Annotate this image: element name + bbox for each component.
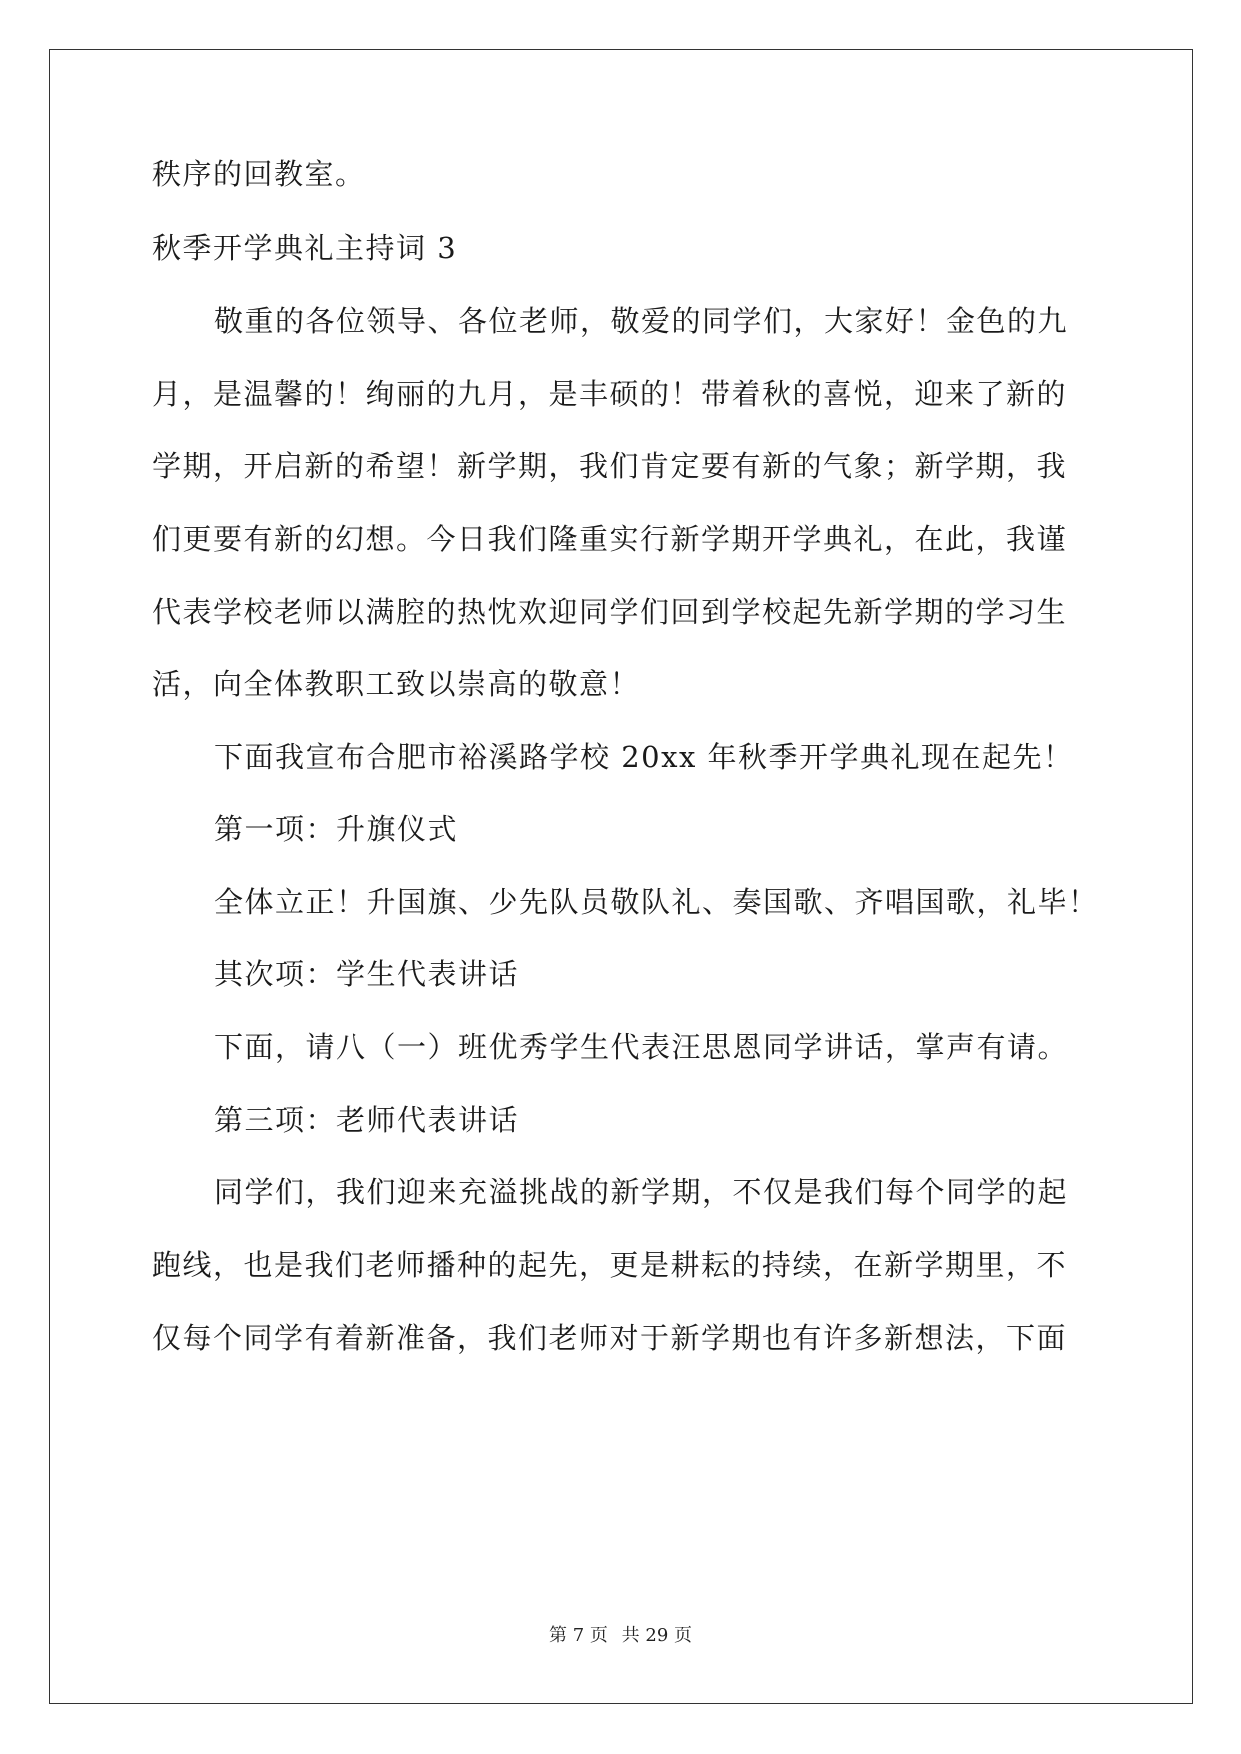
paragraph-line: 仅每个同学有着新准备，我们老师对于新学期也有许多新想法，下面 <box>152 1321 1068 1355</box>
paragraph-line: 学期，开启新的希望！新学期，我们肯定要有新的气象；新学期，我 <box>152 449 1068 483</box>
paragraph-line: 跑线，也是我们老师播种的起先，更是耕耘的持续，在新学期里，不 <box>152 1248 1068 1282</box>
paragraph-line: 下面，请八（一）班优秀学生代表汪思恩同学讲话，掌声有请。 <box>214 1030 1069 1064</box>
paragraph-line: 同学们，我们迎来充溢挑战的新学期，不仅是我们每个同学的起 <box>214 1175 1069 1209</box>
paragraph-line: 秩序的回教室。 <box>152 157 366 191</box>
agenda-item-heading: 其次项：学生代表讲话 <box>214 957 520 991</box>
paragraph-line: 们更要有新的幻想。今日我们隆重实行新学期开学典礼，在此，我谨 <box>152 522 1068 556</box>
paragraph-line: 敬重的各位领导、各位老师，敬爱的同学们，大家好！金色的九 <box>214 304 1069 338</box>
total-pages: 共 29 页 <box>621 1625 692 1646</box>
paragraph-line: 代表学校老师以满腔的热忱欢迎同学们回到学校起先新学期的学习生 <box>152 595 1068 629</box>
agenda-item-heading: 第一项：升旗仪式 <box>214 812 459 846</box>
paragraph-line: 全体立正！升国旗、少先队员敬队礼、奏国歌、齐唱国歌，礼毕！ <box>214 885 1099 919</box>
paragraph-line: 月，是温馨的！绚丽的九月，是丰硕的！带着秋的喜悦，迎来了新的 <box>152 377 1068 411</box>
section-heading: 秋季开学典礼主持词 3 <box>152 231 458 265</box>
page-border <box>49 49 1193 1704</box>
agenda-item-heading: 第三项：老师代表讲话 <box>214 1103 520 1137</box>
paragraph-line: 活，向全体教职工致以崇高的敬意！ <box>152 667 641 701</box>
page-number: 第 7 页 <box>549 1625 608 1646</box>
paragraph-line: 下面我宣布合肥市裕溪路学校 20xx 年秋季开学典礼现在起先！ <box>214 740 1074 774</box>
page-footer <box>0 1624 1241 1648</box>
